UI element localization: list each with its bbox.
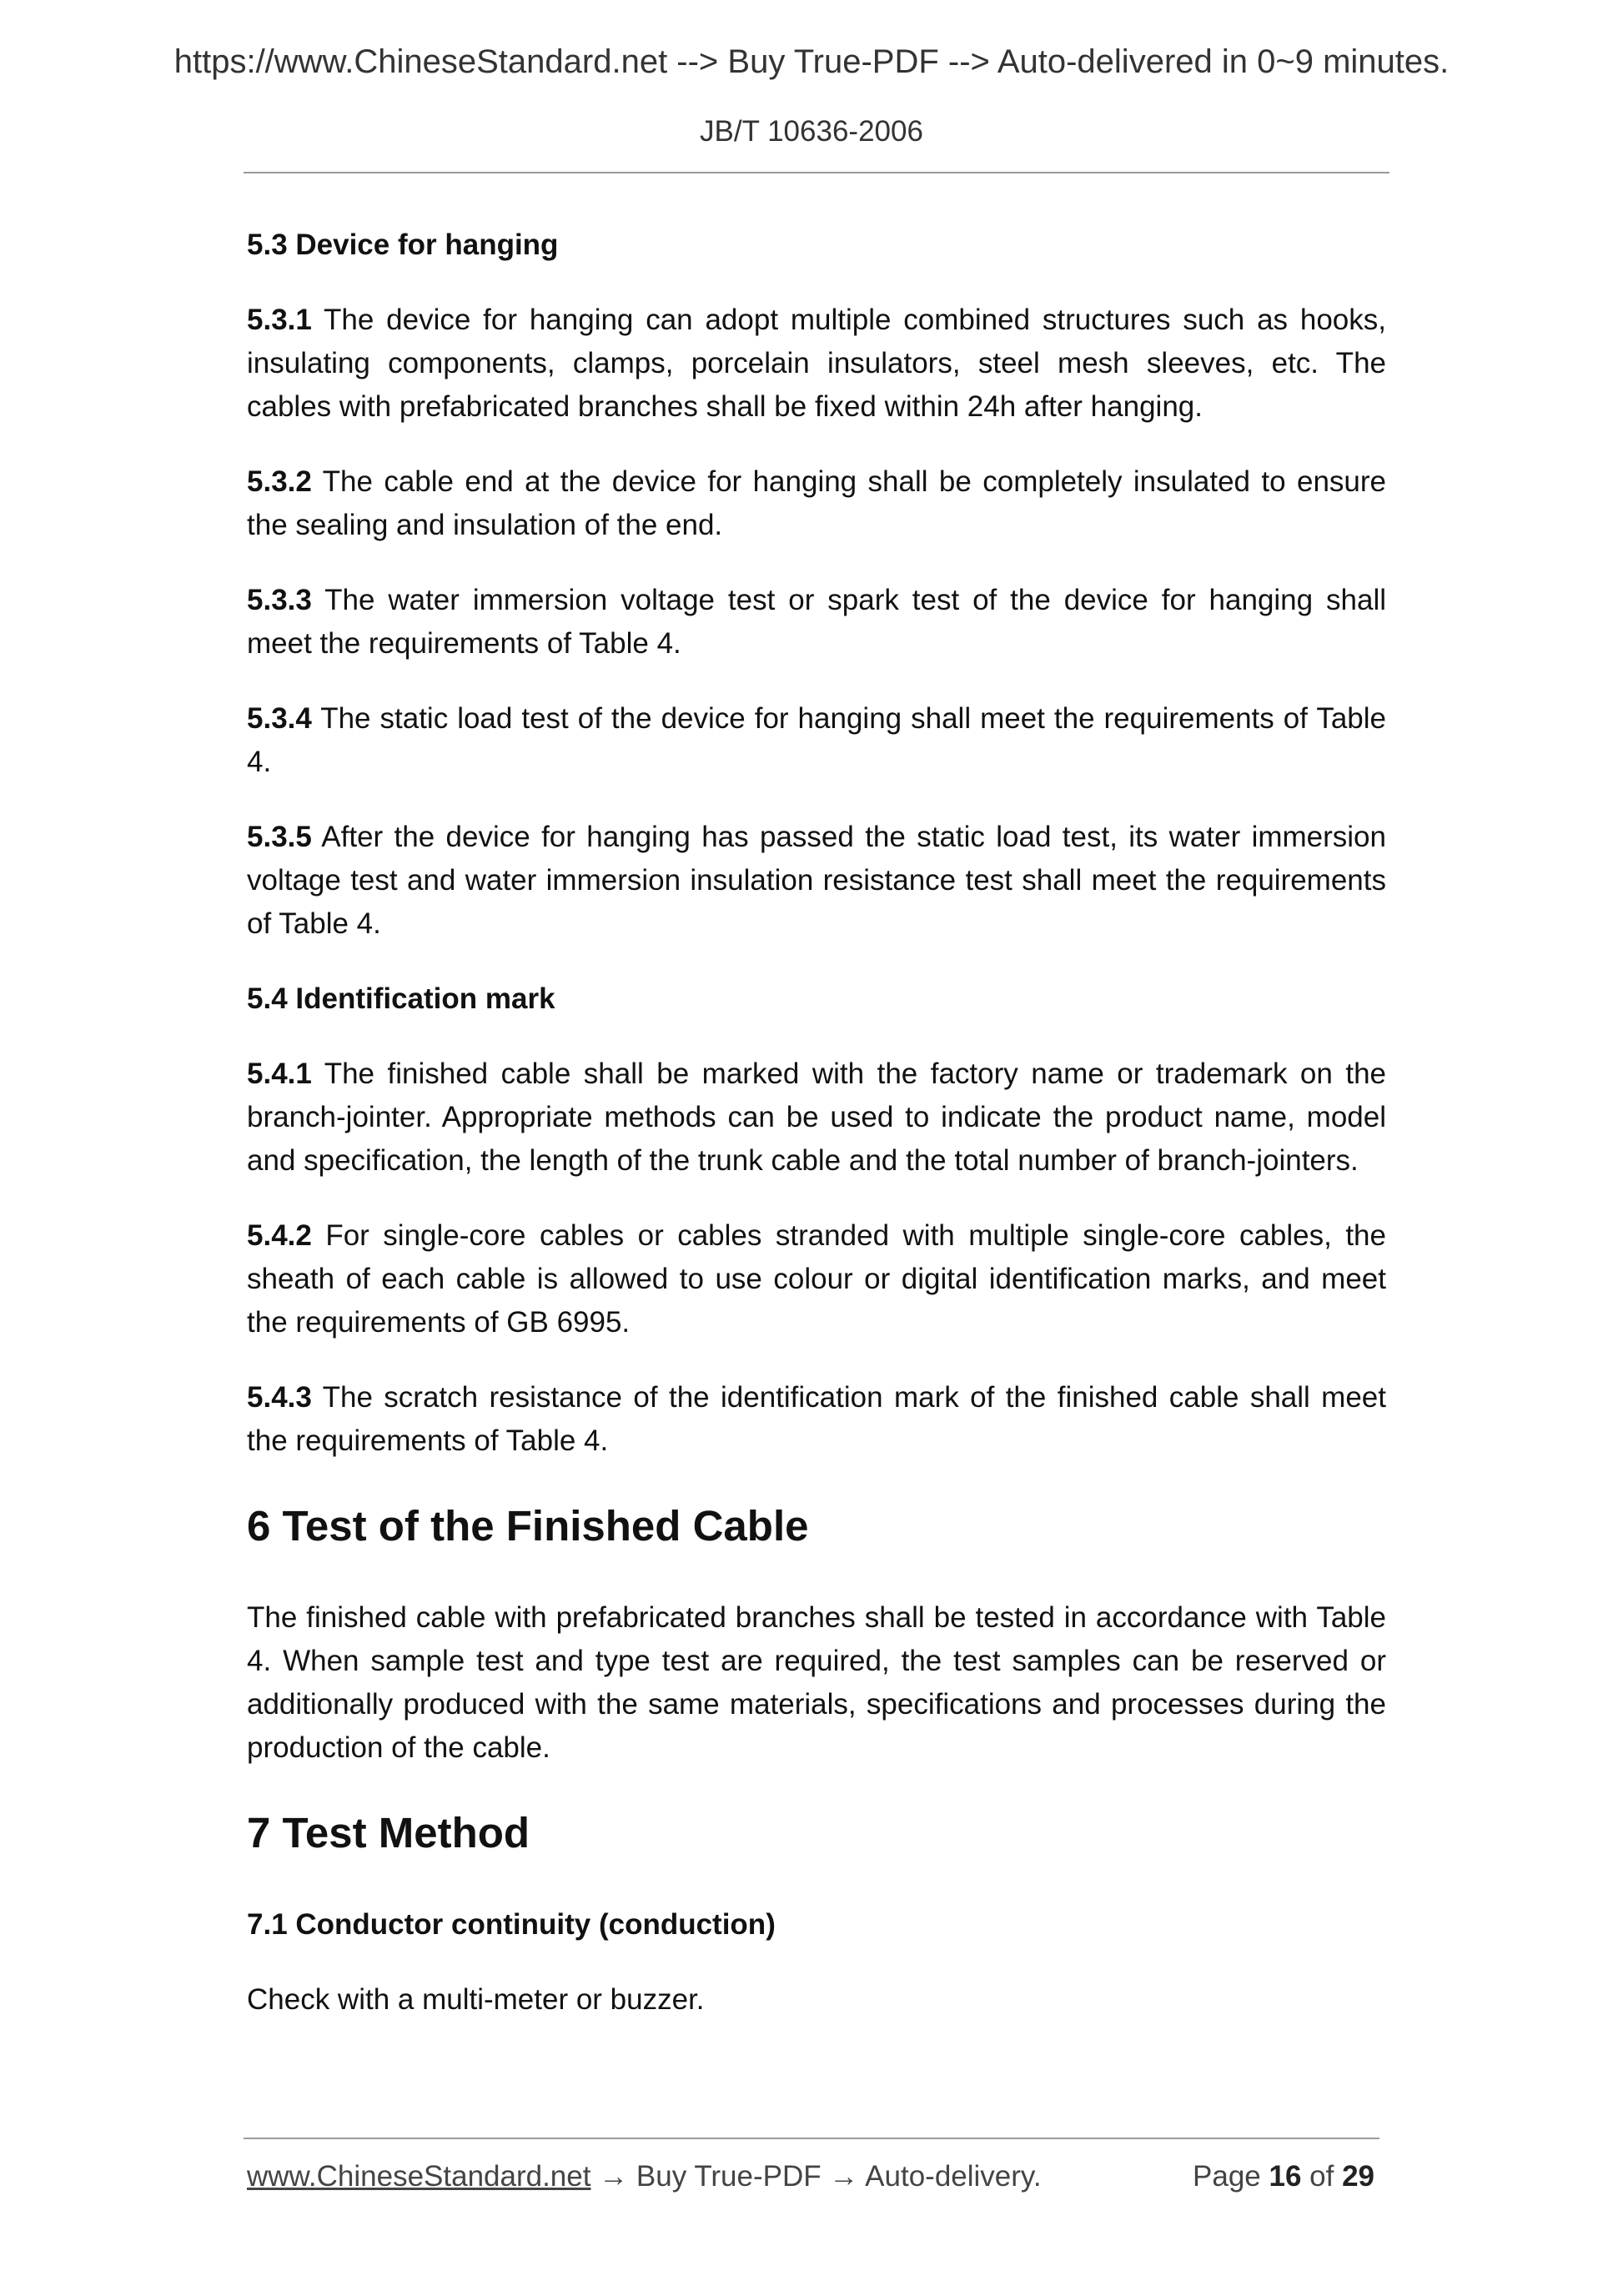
heading-7-1: 7.1 Conductor continuity (conduction) — [247, 1908, 776, 1941]
header-divider — [244, 172, 1389, 173]
document-number: JB/T 10636-2006 — [700, 115, 923, 148]
clause-number: 5.4.1 — [247, 1058, 312, 1090]
section-heading-6: 6 Test of the Finished Cable — [247, 1502, 809, 1550]
paragraph-5-4-1 — [247, 1053, 1386, 1183]
clause-text: The finished cable shall be marked with the factory name or trademark on the branch-jointer. Appropriate methods can be used to indicate the product name, model and specification, the length of the trunk cable and the total number of branch-jointers. — [247, 1058, 1386, 1177]
paragraph-5-4-2 — [247, 1214, 1386, 1344]
clause-number: 5.3.2 — [247, 465, 312, 498]
paragraph-5-3-1 — [247, 299, 1386, 429]
page-label: Page — [1193, 2160, 1269, 2193]
page-number: 16 — [1269, 2160, 1302, 2193]
page-content — [247, 224, 1386, 2053]
clause-number: 5.3.1 — [247, 304, 312, 336]
header-banner: https://www.ChineseStandard.net --> Buy True-PDF --> Auto-delivered in 0~9 minutes. — [173, 43, 1450, 80]
footer-promo-text: → Buy True-PDF → Auto-delivery. — [590, 2160, 1042, 2193]
section-heading-7: 7 Test Method — [247, 1809, 530, 1856]
paragraph-5-4-3 — [247, 1376, 1386, 1463]
footer-site-link[interactable]: www.ChineseStandard.net — [247, 2160, 591, 2193]
clause-number: 5.4.3 — [247, 1381, 312, 1414]
page-indicator — [1193, 2160, 1374, 2193]
heading-5-4: 5.4 Identification mark — [247, 982, 555, 1015]
clause-number: 5.3.3 — [247, 584, 312, 616]
paragraph-5-3-2 — [247, 460, 1386, 547]
paragraph-5-3-3 — [247, 579, 1386, 666]
clause-text: The water immersion voltage test or spark test of the device for hanging shall meet the requirements of Table 4. — [247, 584, 1386, 660]
clause-text: The cable end at the device for hanging shall be completely insulated to ensure the sealing and insulation of the end. — [247, 465, 1386, 541]
of-label: of — [1301, 2160, 1343, 2193]
clause-text: The scratch resistance of the identification mark of the finished cable shall meet the requirements of Table 4. — [247, 1381, 1386, 1457]
clause-number: 5.3.5 — [247, 821, 312, 853]
clause-number: 5.4.2 — [247, 1219, 312, 1252]
footer-divider — [244, 2138, 1379, 2139]
clause-text: The static load test of the device for hanging shall meet the requirements of Table 4. — [247, 702, 1386, 778]
clause-text: For single-core cables or cables stranded with multiple single-core cables, the sheath of each cable is allowed to use colour or digital identification marks, and meet the requirements of GB 6995. — [247, 1219, 1386, 1339]
paragraph-5-3-4 — [247, 697, 1386, 784]
paragraph-7-1: Check with a multi-meter or buzzer. — [247, 1983, 705, 2016]
footer-promo — [247, 2160, 1042, 2193]
page-total: 29 — [1342, 2160, 1374, 2193]
clause-number: 5.3.4 — [247, 702, 312, 735]
clause-text: After the device for hanging has passed the static load test, its water immersion voltage test and water immersion insulation resistance test shall meet the requirements of Table 4. — [247, 821, 1386, 940]
clause-text: The device for hanging can adopt multiple combined structures such as hooks, insulating components, clamps, porcelain insulators, steel mesh sleeves, etc. The cables with prefabricated branches shall be fixed within 24h after hanging. — [247, 304, 1386, 423]
paragraph-6: The finished cable with prefabricated branches shall be tested in accordance with Table 4. When sample test and type test are required, the test samples can be reserved or additionally produced with the same materials, specifications and processes during the production of the cable. — [247, 1601, 1386, 1764]
heading-5-3: 5.3 Device for hanging — [247, 229, 559, 261]
paragraph-5-3-5 — [247, 816, 1386, 946]
